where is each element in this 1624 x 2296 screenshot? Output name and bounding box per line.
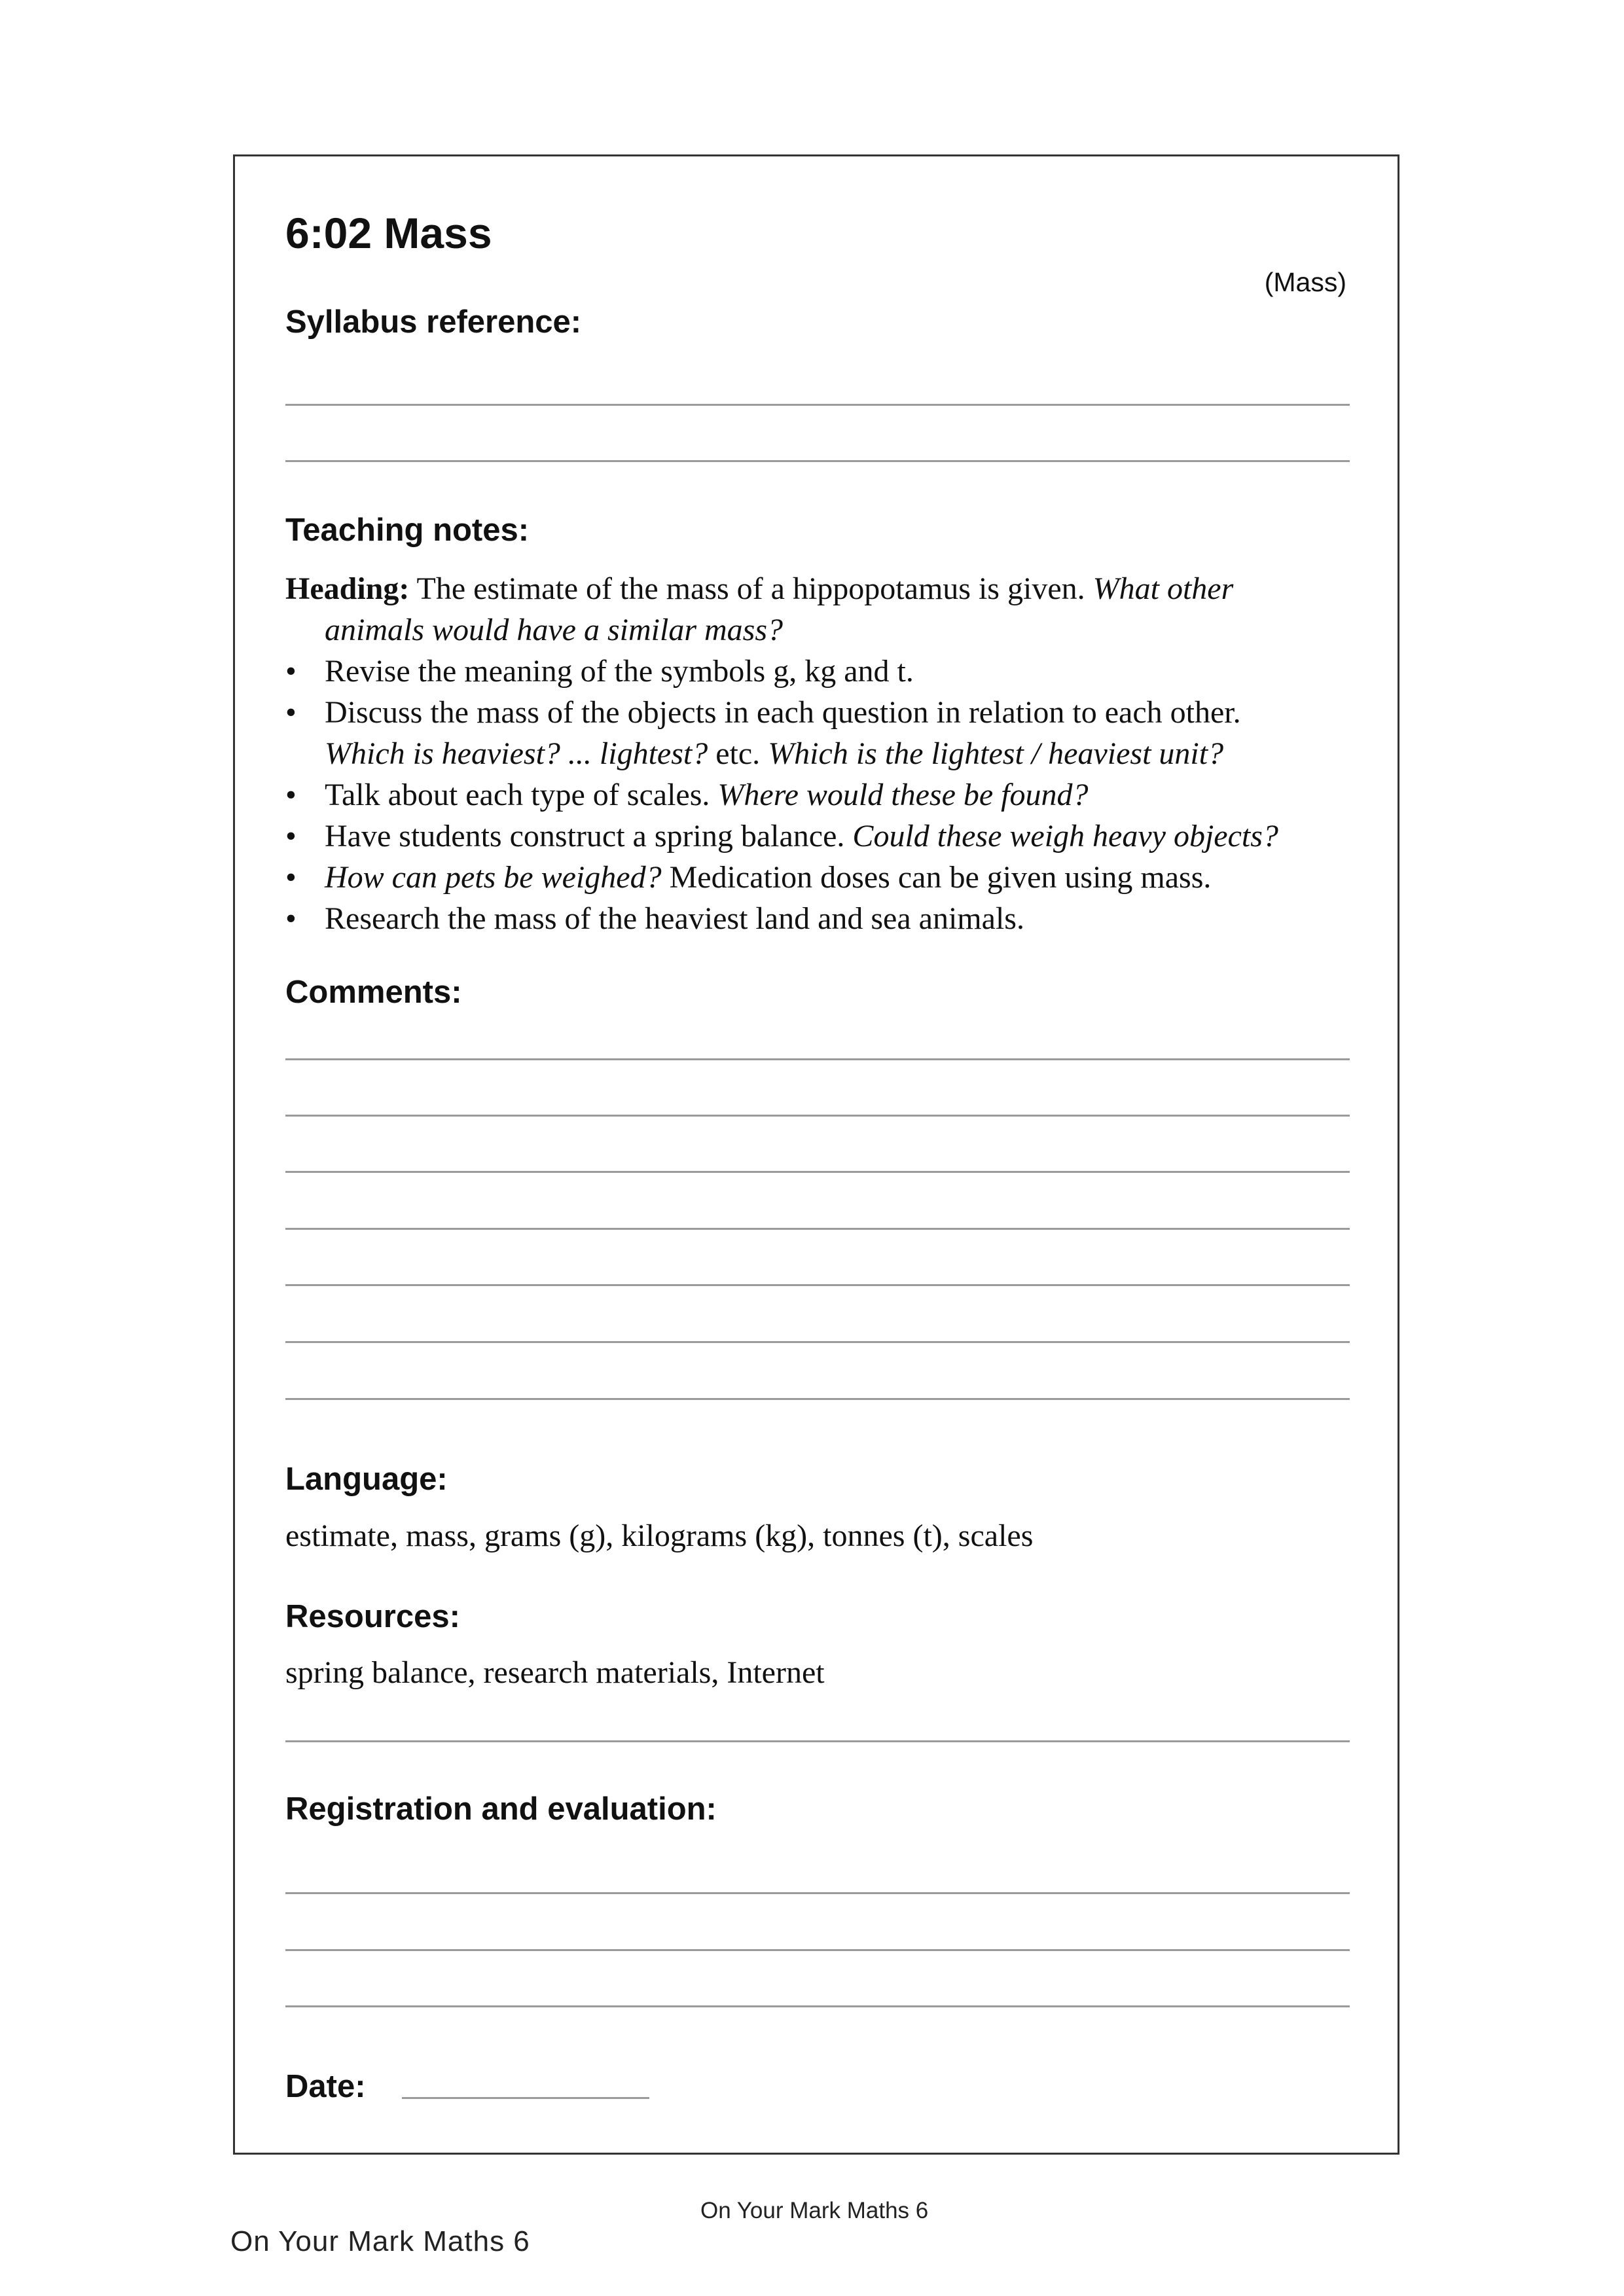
bullet-text: Research the mass of the heaviest land and sea animals. <box>325 901 1024 936</box>
bullet-text: Revise the meaning of the symbols g, kg and t. <box>325 654 914 689</box>
worksheet-frame <box>233 154 1399 2155</box>
bullet-text: Medication doses can be given using mass. <box>661 860 1212 895</box>
bullet-question: How can pets be weighed? <box>325 860 662 895</box>
notes-heading-question-1: What other <box>1092 571 1234 606</box>
bullet-text: etc. <box>708 736 768 771</box>
date-line <box>402 2097 649 2099</box>
bullet-text: Have students construct a spring balance. <box>325 819 853 853</box>
list-item <box>285 857 1365 898</box>
registration-line-3 <box>285 2005 1350 2007</box>
comments-heading: Comments: <box>285 975 462 1010</box>
comments-line-3 <box>285 1171 1350 1173</box>
resources-line <box>285 1740 1350 1742</box>
teaching-notes-body <box>285 568 1365 939</box>
list-item <box>285 651 1365 692</box>
page-title: 6:02 Mass <box>285 209 492 257</box>
bullet-icon: • <box>285 901 297 936</box>
topic-tag: (Mass) <box>1264 267 1346 297</box>
bullet-question: Could these weigh heavy objects? <box>852 819 1278 853</box>
list-item <box>285 898 1365 939</box>
date-label: Date: <box>285 2069 366 2104</box>
bullet-question: Where would these be found? <box>717 778 1089 812</box>
registration-line-2 <box>285 1949 1350 1951</box>
comments-line-1 <box>285 1058 1350 1060</box>
bullet-question: Which is heaviest? ... lightest? <box>325 736 708 771</box>
notes-heading-line-2 <box>285 609 1365 651</box>
syllabus-heading: Syllabus reference: <box>285 304 582 340</box>
resources-text: spring balance, research materials, Internet <box>285 1655 825 1690</box>
teaching-notes-heading: Teaching notes: <box>285 512 530 548</box>
bullet-icon: • <box>285 654 297 689</box>
bullet-icon: • <box>285 695 297 730</box>
registration-line-1 <box>285 1892 1350 1894</box>
bullet-text: Talk about each type of scales. <box>325 778 718 812</box>
notes-heading-question-2: animals would have a similar mass? <box>325 613 784 647</box>
notes-heading-label: Heading: <box>285 571 410 606</box>
comments-line-6 <box>285 1341 1350 1343</box>
list-item <box>285 692 1365 733</box>
bullet-question: Which is the lightest / heaviest unit? <box>768 736 1224 771</box>
footer-left: On Your Mark Maths 6 <box>230 2225 530 2257</box>
registration-heading: Registration and evaluation: <box>285 1791 717 1827</box>
list-item <box>285 816 1365 857</box>
language-heading: Language: <box>285 1462 448 1497</box>
notes-heading-text: The estimate of the mass of a hippopotamus is given. <box>409 571 1093 606</box>
syllabus-line-1 <box>285 404 1350 406</box>
bullet-icon: • <box>285 778 297 812</box>
syllabus-line-2 <box>285 460 1350 462</box>
comments-line-5 <box>285 1284 1350 1286</box>
language-text: estimate, mass, grams (g), kilograms (kg), tonnes (t), scales <box>285 1518 1034 1553</box>
bullet-icon: • <box>285 860 297 895</box>
bullet-text: Discuss the mass of the objects in each question in relation to each other. <box>325 695 1241 730</box>
resources-heading: Resources: <box>285 1599 460 1634</box>
list-item <box>285 774 1365 816</box>
comments-line-4 <box>285 1228 1350 1230</box>
footer-center: On Your Mark Maths 6 <box>700 2198 929 2223</box>
comments-line-7 <box>285 1398 1350 1400</box>
bullet-icon: • <box>285 819 297 853</box>
notes-heading-line <box>285 568 1365 609</box>
comments-line-2 <box>285 1115 1350 1117</box>
list-item-continuation <box>285 733 1365 774</box>
